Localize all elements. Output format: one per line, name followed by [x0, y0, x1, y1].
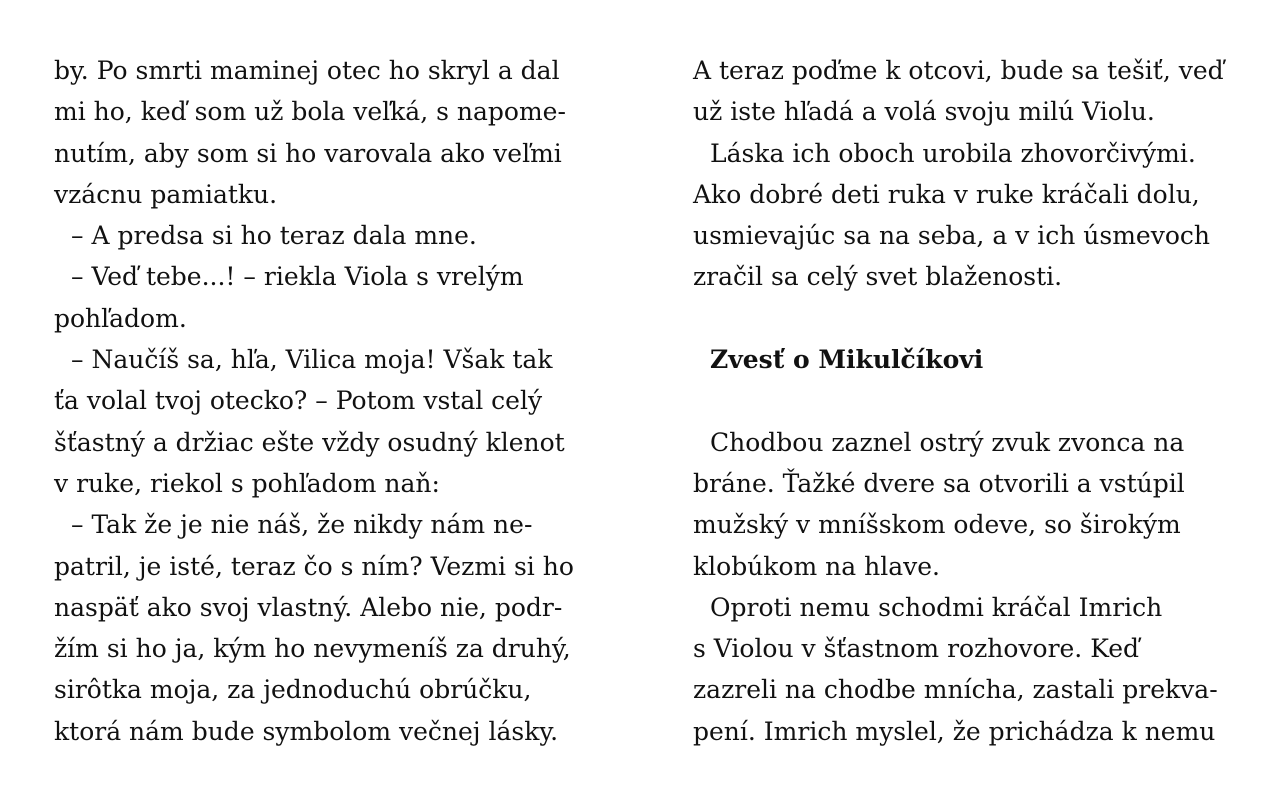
text-line: pení. Imrich myslel, že prichádza k nemu — [693, 716, 1216, 746]
text-line: ktorá nám bude symbolom večnej lásky. — [54, 716, 559, 746]
text-line: šťastný a držiac ešte vždy osudný klenot — [54, 427, 565, 457]
text-line: ťa volal tvoj otecko? – Potom vstal celý — [54, 386, 543, 416]
text-line: – Veď tebe...! – riekla Viola s vrelým — [71, 262, 524, 292]
text-line: bráne. Ťažké dvere sa otvorili a vstúpil — [693, 468, 1185, 498]
text-line: s Violou v šťastnom rozhovore. Keď — [693, 634, 1140, 664]
text-line: – Tak že je nie náš, že nikdy nám ne- — [71, 510, 533, 540]
text-line: klobúkom na hlave. — [693, 551, 940, 581]
text-line: mi ho, keď som už bola veľká, s napome- — [54, 97, 566, 127]
left-page — [54, 50, 614, 752]
text-line: usmievajúc sa na seba, a v ich úsmevoch — [693, 221, 1210, 251]
text-line: zazreli na chodbe mnícha, zastali prekva- — [693, 675, 1218, 705]
spacer — [693, 298, 1253, 339]
text-line: – Naučíš sa, hľa, Vilica moja! Však tak — [71, 345, 553, 375]
text-line: pohľadom. — [54, 303, 187, 333]
text-line: už iste hľadá a volá svoju milú Violu. — [693, 97, 1155, 127]
spacer — [693, 380, 1253, 421]
text-line: vzácnu pamiatku. — [54, 179, 278, 209]
text-line: mužský v mníšskom odeve, so širokým — [693, 510, 1181, 540]
text-line: Láska ich oboch urobila zhovorčivými. — [710, 138, 1196, 168]
text-line: naspäť ako svoj vlastný. Alebo nie, podr- — [54, 592, 563, 622]
right-page — [693, 50, 1253, 752]
text-line: – A predsa si ho teraz dala mne. — [71, 221, 477, 251]
text-line: Ako dobré deti ruka v ruke kráčali dolu, — [693, 179, 1200, 209]
text-line: v ruke, riekol s pohľadom naň: — [54, 468, 440, 498]
text-line: A teraz poďme k otcovi, bude sa tešiť, veď — [693, 56, 1224, 85]
text-line: patril, je isté, teraz čo s ním? Vezmi si ho — [54, 551, 574, 581]
chapter-heading: Zvesť o Mikulčíkovi — [710, 345, 984, 375]
text-line: sirôtka moja, za jednoduchú obrúčku, — [54, 675, 532, 705]
text-line: nutím, aby som si ho varovala ako veľmi — [54, 138, 562, 168]
text-line: by. Po smrti maminej otec ho skryl a dal — [54, 56, 560, 85]
text-line: Oproti nemu schodmi kráčal Imrich — [710, 592, 1163, 622]
text-line: žím si ho ja, kým ho nevymeníš za druhý, — [54, 634, 571, 664]
text-line: Chodbou zaznel ostrý zvuk zvonca na — [710, 427, 1185, 457]
text-line: zračil sa celý svet blaženosti. — [693, 262, 1063, 292]
